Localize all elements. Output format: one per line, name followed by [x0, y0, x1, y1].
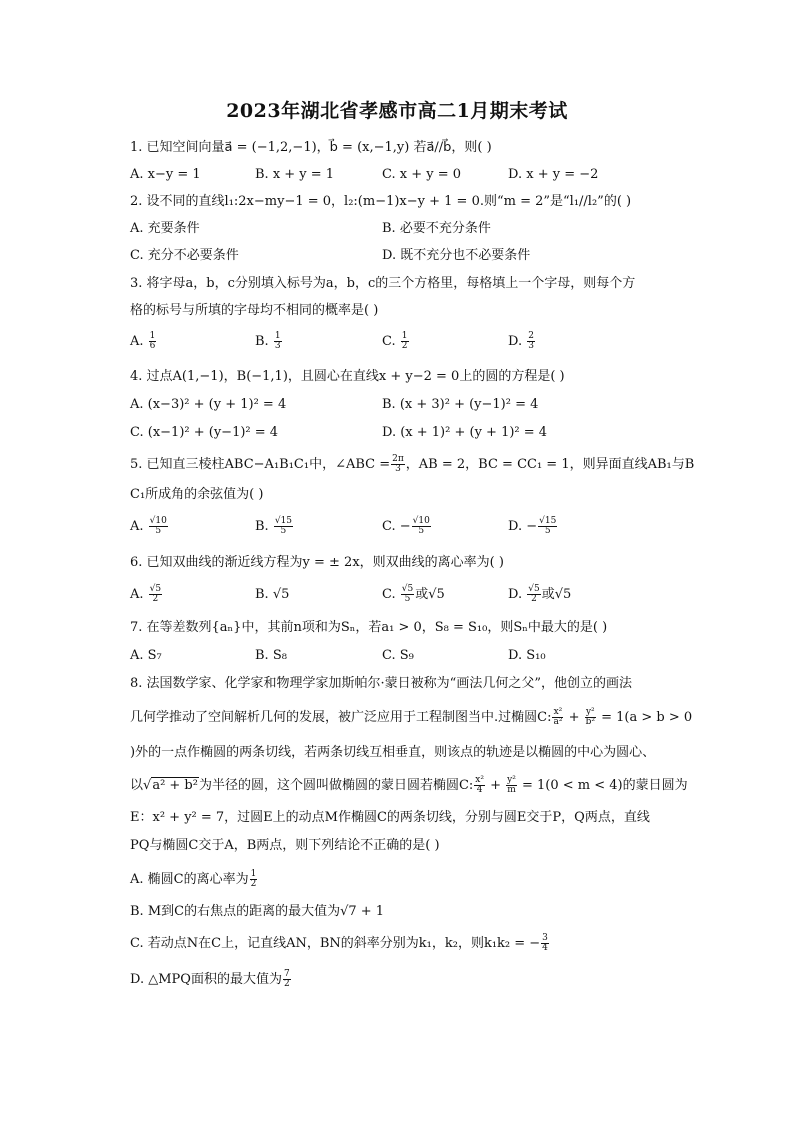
question-3-line-2: 格的标号与所填的字母均不相同的概率是( ): [130, 303, 379, 318]
q2-option-a: A. 充要条件: [130, 221, 200, 236]
q4-option-c: C. (x−1)² + (y−1)² = 4: [130, 425, 279, 440]
q7-option-b: B. S₈: [255, 648, 287, 663]
question-3-line-1: 3. 将字母a，b，c分别填入标号为a，b，c的三个方格里，每格填上一个字母，则每个方: [130, 276, 636, 291]
q7-option-a: A. S₇: [130, 648, 162, 663]
q6-option-c: C. $\frac{√5}{5}$ 或√5: [382, 584, 445, 604]
q8-option-b: B. M到C的右焦点的距离的最大值为√7 + 1: [130, 904, 385, 919]
question-8-line-3: )外的一点作椭圆的两条切线，若两条切线互相垂直，则该点的轨迹是以椭圆的中心为圆心、: [130, 745, 656, 760]
q1-option-a: A. x−y = 1: [130, 167, 201, 182]
question-2: 2. 设不同的直线l₁:2x−my−1 = 0，l₂:(m−1)x−y + 1 = 0.则“m = 2”是“l₁//l₂”的( ): [130, 194, 632, 209]
question-8-line-6: PQ与椭圆C交于A，B两点，则下列结论不正确的是( ): [130, 838, 440, 853]
question-1: 1. 已知空间向量a⃗ = (−1,2,−1)，b⃗ = (x,−1,y) 若a⃗//b⃗，则( ): [130, 140, 492, 155]
q3-option-a: A. $\frac{1}{6}$: [130, 331, 156, 351]
q4-option-b: B. (x + 3)² + (y−1)² = 4: [382, 397, 539, 412]
q7-option-d: D. S₁₀: [508, 648, 546, 663]
question-8-line-4: 以√a² + b²为半径的圆，这个圆叫做椭圆的蒙日圆若椭圆C: $\frac{\text{x²}}{4}$ + $\frac{\text{y²}}{m}$ = 1(0 < m < 4)的蒙日圆为: [130, 775, 688, 795]
q8-option-a: A. 椭圆C的离心率为 $\frac{1}{2}$: [130, 869, 257, 889]
q1-option-c: C. x + y = 0: [382, 167, 462, 182]
q7-option-c: C. S₉: [382, 648, 414, 663]
question-6: 6. 已知双曲线的渐近线方程为y = ± 2x，则双曲线的离心率为( ): [130, 555, 504, 570]
q5-option-c: C. − $\frac{√10}{5}$: [382, 516, 430, 536]
q4-option-d: D. (x + 1)² + (y + 1)² = 4: [382, 425, 548, 440]
q1-option-d: D. x + y = −2: [508, 167, 599, 182]
q1-option-b: B. x + y = 1: [255, 167, 335, 182]
q5-option-b: B. $\frac{√15}{5}$: [255, 516, 293, 536]
page-title: 2023年湖北省孝感市高二1月期末考试: [226, 100, 568, 122]
question-5-line-2: C₁所成角的余弦值为( ): [130, 487, 264, 502]
q3-option-c: C. $\frac{1}{2}$: [382, 331, 408, 351]
q2-option-b: B. 必要不充分条件: [382, 221, 491, 236]
q6-option-b: B. √5: [255, 587, 290, 602]
question-8-line-5: E：x² + y² = 7，过圆E上的动点M作椭圆C的两条切线，分别与圆E交于P，Q两点，直线: [130, 810, 650, 825]
q3-option-d: D. $\frac{2}{3}$: [508, 331, 534, 351]
q8-option-c: C. 若动点N在C上，记直线AN，BN的斜率分别为k₁，k₂，则k₁k₂ = − $\frac{3}{4}$: [130, 933, 548, 953]
q6-option-a: A. $\frac{√5}{2}$: [130, 584, 162, 604]
q5-option-d: D. − $\frac{√15}{5}$: [508, 516, 557, 536]
q3-option-b: B. $\frac{1}{3}$: [255, 331, 281, 351]
q8-option-d: D. △MPQ面积的最大值为 $\frac{7}{2}$: [130, 969, 290, 989]
q2-option-d: D. 既不充分也不必要条件: [382, 248, 531, 263]
q2-option-c: C. 充分不必要条件: [130, 248, 239, 263]
question-8-line-1: 8. 法国数学家、化学家和物理学家加斯帕尔·蒙日被称为“画法几何之父”，他创立的画法: [130, 676, 632, 691]
question-7: 7. 在等差数列{aₙ}中，其前n项和为Sₙ，若a₁ > 0，S₈ = S₁₀，则Sₙ中最大的是( ): [130, 620, 608, 635]
question-4: 4. 过点A(1,−1)，B(−1,1)，且圆心在直线x + y−2 = 0上的圆的方程是( ): [130, 369, 565, 384]
question-5-line-1: 5. 已知直三棱柱ABC−A₁B₁C₁中，∠ABC = $\frac{2\pi}{3}$ ，AB = 2，BC = CC₁ = 1，则异面直线AB₁与B: [130, 454, 695, 474]
q4-option-a: A. (x−3)² + (y + 1)² = 4: [130, 397, 287, 412]
q5-option-a: A. $\frac{√10}{5}$: [130, 516, 167, 536]
q6-option-d: D. $\frac{√5}{2}$ 或√5: [508, 584, 572, 604]
question-8-line-2: 几何学推动了空间解析几何的发展，被广泛应用于工程制图当中.过椭圆C: $\frac{\text{x²}}{\text{a²}}$ + $\frac{\text{y²}}{\text{b²}}$ = 1(a > b > 0: [130, 707, 693, 727]
